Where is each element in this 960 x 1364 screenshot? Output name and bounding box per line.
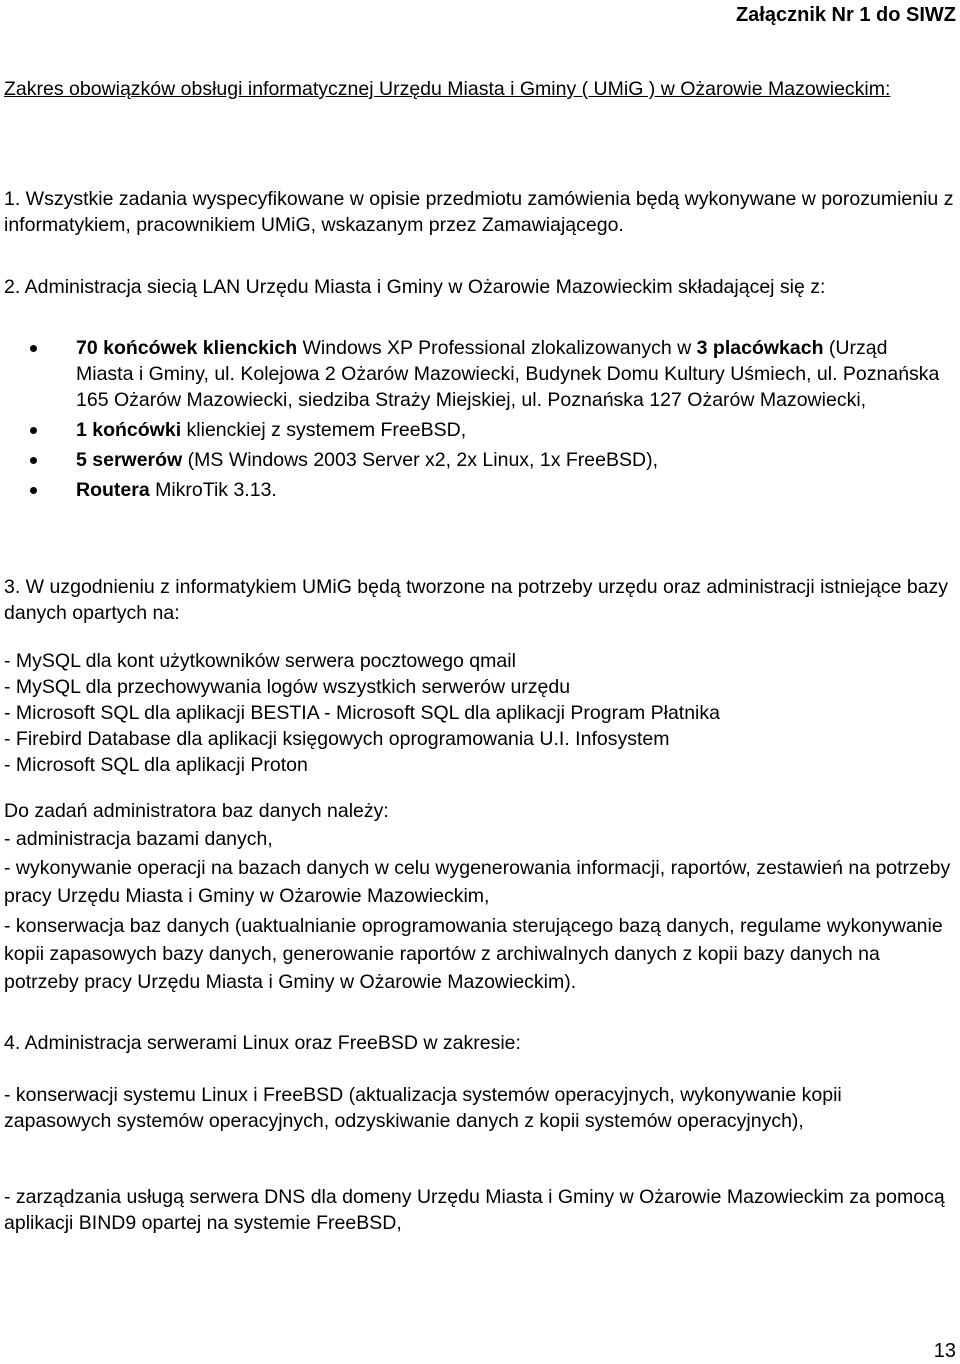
bullet-icon <box>30 427 37 434</box>
component-count: 5 serwerów <box>76 449 183 471</box>
bullet-icon <box>30 345 37 352</box>
list-item: - Microsoft SQL dla aplikacji BESTIA - Microsoft SQL dla aplikacji Program Płatnika <box>4 702 720 724</box>
list-item: - MySQL dla kont użytkowników serwera pocztowego qmail <box>4 650 516 672</box>
list-item <box>4 477 944 503</box>
list-item: - konserwacja baz danych (uaktualnianie oprogramowania sterującego bazą danych, regulame wykonywanie kopii zapasowych bazy danych, generowanie raportów z archiwalnych danych z kopii bazy danych na potrzeby pracy Urzędu Miasta i Gminy w Ożarowie Mazowieckim). <box>4 915 943 993</box>
list-item: - Microsoft SQL dla aplikacji Proton <box>4 754 308 776</box>
component-count: Routera <box>76 479 150 501</box>
list-item: - Firebird Database dla aplikacji księgowych oprogramowania U.I. Infosystem <box>4 728 670 750</box>
component-count: 1 końcówki <box>76 419 182 441</box>
section-4-item: - zarządzania usługą serwera DNS dla domeny Urzędu Miasta i Gminy w Ożarowie Mazowieckim za pomocą aplikacji BIND9 opartej na systemie FreeBSD, <box>4 1186 945 1234</box>
list-item: - wykonywanie operacji na bazach danych w celu wygenerowania informacji, raportów, zestawień na potrzeby pracy Urzędu Miasta i Gminy w Ożarowie Mazowieckim, <box>4 857 951 907</box>
section-4-heading: 4. Administracja serwerami Linux oraz FreeBSD w zakresie: <box>4 1032 521 1054</box>
section-1-text: 1. Wszystkie zadania wyspecyfikowane w opisie przedmiotu zamówienia będą wykonywane w porozumieniu z informatykiem, pracownikiem UMiG, wskazanym przez Zamawiającego. <box>4 188 954 236</box>
locations-text: (Urząd Miasta i Gminy, ul. Kolejowa 2 Ożarów Mazowiecki, Budynek Domu Kultury Uśmiech, ul. Poznańska 165 Ożarów Mazowiecki, siedziba Straży Miejskiej, ul. Poznańska 127 Ożarów Mazowiecki, <box>76 337 940 411</box>
database-list <box>4 648 720 778</box>
bullet-icon <box>30 487 37 494</box>
document-title: Zakres obowiązków obsługi informatycznej Urzędu Miasta i Gminy ( UMiG ) w Ożarowie Mazowieckim: <box>4 78 891 100</box>
component-text: Windows XP Professional zlokalizowanych w <box>297 337 697 359</box>
network-components-list <box>4 335 944 507</box>
component-text: (MS Windows 2003 Server x2, 2x Linux, 1x FreeBSD), <box>182 449 658 471</box>
db-tasks-list <box>4 826 954 996</box>
section-3-intro: 3. W uzgodnieniu z informatykiem UMiG będą tworzone na potrzeby urzędu oraz administracji istniejące bazy danych opartych na: <box>4 576 949 624</box>
component-text: MikroTik 3.13. <box>149 479 277 501</box>
annex-header: Załącznik Nr 1 do SIWZ <box>735 4 956 26</box>
section-2-heading: 2. Administracja siecią LAN Urzędu Miasta i Gminy w Ożarowie Mazowieckim składającej się z: <box>4 276 826 298</box>
page-number: 13 <box>933 1340 956 1362</box>
locations-count: 3 placówkach <box>696 337 824 359</box>
list-item: - MySQL dla przechowywania logów wszystkich serwerów urzędu <box>4 676 571 698</box>
component-text: klienckiej z systemem FreeBSD, <box>181 419 467 441</box>
component-count: 70 końcówek klienckich <box>76 337 298 359</box>
list-item <box>4 417 944 443</box>
section-4-item: - konserwacji systemu Linux i FreeBSD (aktualizacja systemów operacyjnych, wykonywanie kopii zapasowych systemów operacyjnych, odzyskiwanie danych z kopii systemów operacyjnych), <box>4 1084 842 1132</box>
bullet-icon <box>30 457 37 464</box>
list-item: - administracja bazami danych, <box>4 828 273 850</box>
db-tasks-heading: Do zadań administratora baz danych należy: <box>4 800 389 822</box>
list-item <box>4 447 944 473</box>
list-item <box>4 335 944 413</box>
